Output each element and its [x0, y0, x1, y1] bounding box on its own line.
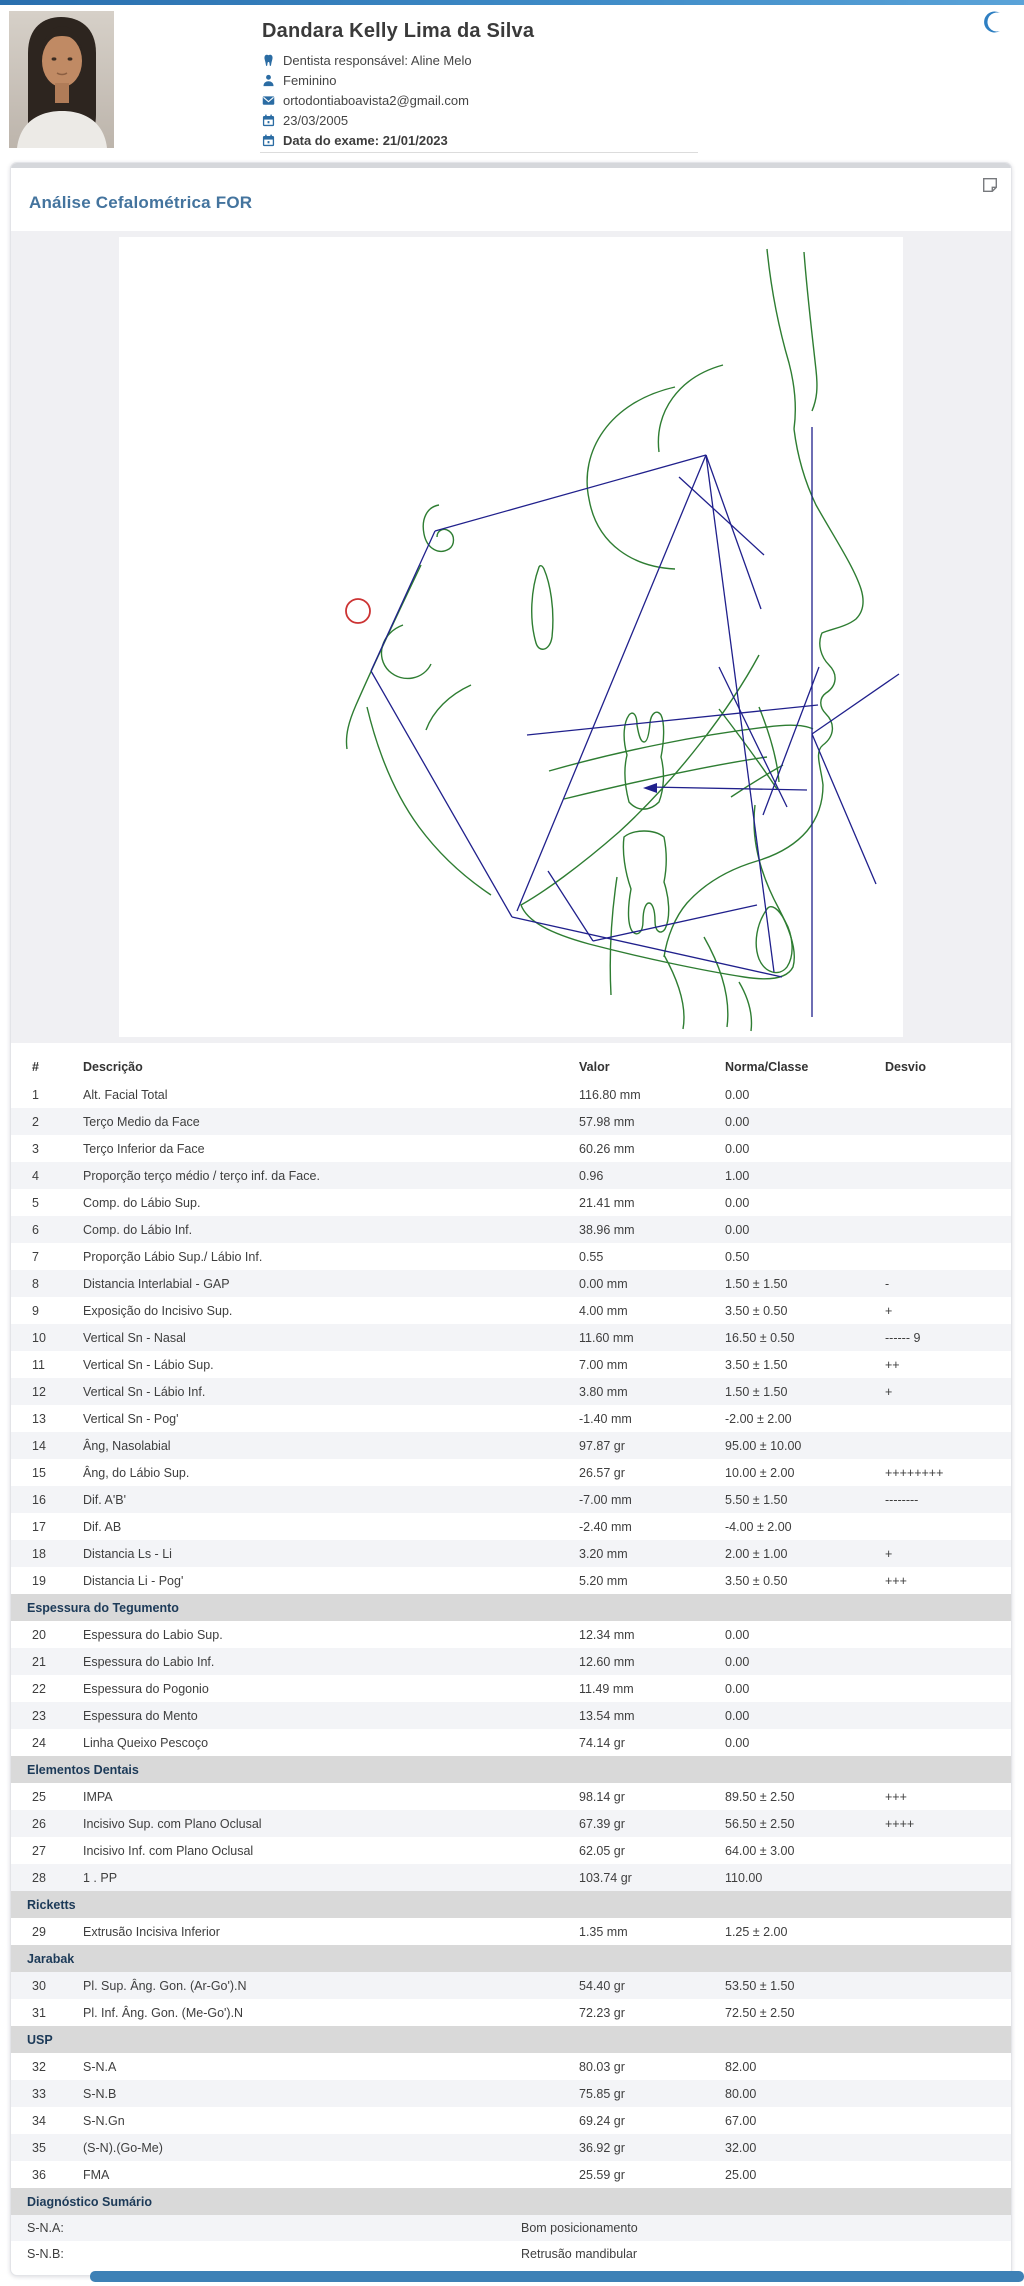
- cell-desc: S-N.B: [83, 2086, 117, 2101]
- cell-num: 27: [32, 1843, 46, 1858]
- measurement-row: [11, 1486, 1011, 1513]
- col-header-desc: Descrição: [83, 1060, 143, 1074]
- cell-desc: Dif. A'B': [83, 1492, 126, 1507]
- cell-desvio: [875, 1189, 1011, 1216]
- cell-num: 6: [32, 1222, 39, 1237]
- cell-norma: 3.50 ± 0.50: [725, 1303, 788, 1318]
- analysis-table: [11, 1053, 1011, 2188]
- cell-norma: 0.00: [725, 1627, 750, 1642]
- cell-num: 8: [32, 1276, 39, 1291]
- measurement-row: [11, 1621, 1011, 1648]
- measurement-row: [11, 1567, 1011, 1594]
- cell-valor: 69.24 gr: [579, 2113, 625, 2128]
- cell-valor: 57.98 mm: [579, 1114, 635, 1129]
- cell-desc: Vertical Sn - Nasal: [83, 1330, 186, 1345]
- cell-valor: 21.41 mm: [579, 1195, 635, 1210]
- cell-desvio: [875, 2080, 1011, 2107]
- measurement-row: [11, 2053, 1011, 2080]
- cell-desc: Espessura do Pogonio: [83, 1681, 209, 1696]
- cell-valor: 98.14 gr: [579, 1789, 625, 1804]
- cell-desc: Linha Queixo Pescoço: [83, 1735, 209, 1750]
- analysis-card: [10, 162, 1012, 2276]
- measurement-row: [11, 2161, 1011, 2188]
- measurement-row: [11, 2107, 1011, 2134]
- cell-num: 14: [32, 1438, 46, 1453]
- measurement-row: [11, 1675, 1011, 1702]
- cell-desvio: +++: [885, 1789, 907, 1804]
- cell-valor: 4.00 mm: [579, 1303, 628, 1318]
- cell-valor: 67.39 gr: [579, 1816, 625, 1831]
- cell-desc: Vertical Sn - Lábio Inf.: [83, 1384, 206, 1399]
- cell-num: 23: [32, 1708, 46, 1723]
- cell-num: 26: [32, 1816, 46, 1831]
- cell-num: 1: [32, 1087, 39, 1102]
- cell-desvio: [875, 1675, 1011, 1702]
- diagnosis-section-title: Diagnóstico Sumário: [11, 2188, 1011, 2215]
- cell-desc: Vertical Sn - Pog': [83, 1411, 179, 1426]
- cell-desvio: [875, 2107, 1011, 2134]
- patient-name: Dandara Kelly Lima da Silva: [262, 20, 535, 42]
- cell-norma: 0.00: [725, 1708, 750, 1723]
- cell-num: 12: [32, 1384, 46, 1399]
- cell-desc: Distancia Ls - Li: [83, 1546, 172, 1561]
- cell-desvio: [875, 1513, 1011, 1540]
- patient-detail-text: Dentista responsável: Aline Melo: [283, 52, 472, 68]
- cell-desc: Pl. Inf. Âng. Gon. (Me-Go').N: [83, 2005, 244, 2020]
- cell-num: 20: [32, 1627, 46, 1642]
- cell-desc: Proporção terço médio / terço inf. da Face.: [83, 1168, 320, 1183]
- cell-num: 30: [32, 1978, 46, 1993]
- patient-detail-text: ortodontiaboavista2@gmail.com: [283, 92, 469, 108]
- patient-photo-image: [9, 11, 114, 148]
- cell-valor: 0.00 mm: [579, 1276, 628, 1291]
- cell-desvio: [875, 1702, 1011, 1729]
- cell-norma: 3.50 ± 0.50: [725, 1573, 788, 1588]
- cell-valor: 97.87 gr: [579, 1438, 625, 1453]
- cell-num: 34: [32, 2113, 46, 2128]
- cell-desc: Proporção Lábio Sup./ Lábio Inf.: [83, 1249, 263, 1264]
- measurement-row: [11, 1108, 1011, 1135]
- cell-desc: Terço Medio da Face: [83, 1114, 200, 1129]
- cell-num: 7: [32, 1249, 39, 1264]
- cell-desc: S-N.A: [83, 2059, 117, 2074]
- envelope-icon: [262, 94, 275, 107]
- cell-valor: 74.14 gr: [579, 1735, 625, 1750]
- cell-num: 36: [32, 2167, 46, 2182]
- cell-norma: -4.00 ± 2.00: [725, 1519, 792, 1534]
- cell-valor: 25.59 gr: [579, 2167, 625, 2182]
- cell-desvio: [875, 1999, 1011, 2026]
- cell-norma: 1.00: [725, 1168, 750, 1183]
- cell-valor: 1.35 mm: [579, 1924, 628, 1939]
- cell-desvio: [875, 1621, 1011, 1648]
- cell-desvio: [875, 1135, 1011, 1162]
- cell-num: 4: [32, 1168, 39, 1183]
- section-row: [11, 1891, 1011, 1918]
- measurement-row: [11, 1972, 1011, 1999]
- cell-desc: (S-N).(Go-Me): [83, 2140, 163, 2155]
- cell-valor: -1.40 mm: [579, 1411, 632, 1426]
- cell-num: 13: [32, 1411, 46, 1426]
- measurement-row: [11, 1297, 1011, 1324]
- cell-norma: 89.50 ± 2.50: [725, 1789, 795, 1804]
- cell-num: 9: [32, 1303, 39, 1318]
- cell-norma: 56.50 ± 2.50: [725, 1816, 795, 1831]
- cell-desvio: [875, 1081, 1011, 1108]
- cell-valor: 11.49 mm: [579, 1681, 634, 1696]
- section-label: Ricketts: [11, 1891, 1011, 1918]
- cell-desc: 1 . PP: [83, 1870, 118, 1885]
- cell-desc: Exposição do Incisivo Sup.: [83, 1303, 233, 1318]
- cell-desvio: [875, 1405, 1011, 1432]
- page-title: Análise Cefalométrica FOR: [29, 193, 253, 212]
- cell-desvio: [875, 1729, 1011, 1756]
- cell-valor: 75.85 gr: [579, 2086, 625, 2101]
- cell-desc: Comp. do Lábio Sup.: [83, 1195, 201, 1210]
- cell-desc: Espessura do Labio Inf.: [83, 1654, 215, 1669]
- cell-valor: 116.80 mm: [579, 1087, 641, 1102]
- patient-detail-text: Data do exame: 21/01/2023: [283, 132, 448, 148]
- cell-norma: 110.00: [725, 1870, 763, 1885]
- cell-desvio: [875, 1972, 1011, 1999]
- cell-desc: Distancia Interlabial - GAP: [83, 1276, 230, 1291]
- section-row: [11, 2026, 1011, 2053]
- cell-norma: 10.00 ± 2.00: [725, 1465, 795, 1480]
- cell-norma: 0.50: [725, 1249, 750, 1264]
- tracing-panel: [11, 231, 1011, 1043]
- cell-desc: Pl. Sup. Âng. Gon. (Ar-Go').N: [83, 1978, 247, 1993]
- cell-norma: 0.00: [725, 1222, 750, 1237]
- cell-desc: Vertical Sn - Lábio Sup.: [83, 1357, 214, 1372]
- cell-valor: 11.60 mm: [579, 1330, 634, 1345]
- horizontal-scrollbar-thumb[interactable]: [90, 2271, 1024, 2282]
- cell-num: 17: [32, 1519, 46, 1534]
- measurement-row: [11, 1864, 1011, 1891]
- cell-desvio: [875, 1243, 1011, 1270]
- cell-norma: 80.00: [725, 2086, 757, 2101]
- cell-norma: 64.00 ± 3.00: [725, 1843, 795, 1858]
- cell-norma: 16.50 ± 0.50: [725, 1330, 795, 1345]
- cell-valor: -7.00 mm: [579, 1492, 632, 1507]
- cell-norma: 53.50 ± 1.50: [725, 1978, 795, 1993]
- cell-num: 35: [32, 2140, 46, 2155]
- cell-valor: 0.96: [579, 1168, 604, 1183]
- cell-desvio: ++++++++: [885, 1465, 944, 1480]
- col-header-num: #: [32, 1060, 39, 1074]
- cell-desc: Terço Inferior da Face: [83, 1141, 205, 1156]
- cell-norma: 1.50 ± 1.50: [725, 1276, 788, 1291]
- patient-detail-text: Feminino: [283, 72, 337, 88]
- note-icon: [982, 177, 998, 193]
- calendar-icon: [262, 114, 275, 127]
- cell-num: 32: [32, 2059, 46, 2074]
- measurement-row: [11, 1729, 1011, 1756]
- cell-norma: -2.00 ± 2.00: [725, 1411, 792, 1426]
- cell-valor: 54.40 gr: [579, 1978, 625, 1993]
- cell-desc: S-N.Gn: [83, 2113, 125, 2128]
- cell-desvio: ++: [885, 1357, 900, 1372]
- patient-header: [0, 0, 1024, 160]
- patient-detail: [262, 70, 534, 90]
- measurement-row: [11, 1999, 1011, 2026]
- person-icon: [262, 74, 275, 87]
- measurement-row: [11, 1783, 1011, 1810]
- cell-norma: 0.00: [725, 1087, 750, 1102]
- measurement-row: [11, 1243, 1011, 1270]
- cell-valor: 26.57 gr: [579, 1465, 625, 1480]
- cell-desvio: +++: [885, 1573, 907, 1588]
- diagnosis-value: Retrusão mandibular: [521, 2247, 638, 2261]
- cell-valor: 12.34 mm: [579, 1627, 635, 1642]
- cell-desc: IMPA: [83, 1789, 113, 1804]
- cell-desc: Espessura do Mento: [83, 1708, 198, 1723]
- measurement-row: [11, 1081, 1011, 1108]
- diagnosis-label: S-N.B:: [27, 2247, 64, 2261]
- patient-details: [262, 50, 534, 150]
- cell-desc: Incisivo Inf. com Plano Oclusal: [83, 1843, 254, 1858]
- section-row: [11, 2188, 1011, 2215]
- cell-desvio: -: [885, 1276, 890, 1291]
- cell-valor: 12.60 mm: [579, 1654, 635, 1669]
- cell-desvio: [875, 2134, 1011, 2161]
- measurement-row: [11, 1432, 1011, 1459]
- section-row: [11, 1945, 1011, 1972]
- patient-detail: [262, 110, 534, 130]
- cell-valor: 103.74 gr: [579, 1870, 632, 1885]
- analysis-table-body: [11, 1081, 1011, 2188]
- cell-desvio: +: [885, 1546, 893, 1561]
- cell-norma: 0.00: [725, 1735, 750, 1750]
- patient-detail: [262, 90, 534, 110]
- cell-desvio: [875, 1216, 1011, 1243]
- cell-norma: 1.50 ± 1.50: [725, 1384, 788, 1399]
- cell-norma: 72.50 ± 2.50: [725, 2005, 795, 2020]
- cell-norma: 82.00: [725, 2059, 757, 2074]
- cell-desc: Incisivo Sup. com Plano Oclusal: [83, 1816, 262, 1831]
- cell-num: 29: [32, 1924, 46, 1939]
- cell-norma: 25.00: [725, 2167, 757, 2182]
- cell-desc: Dif. AB: [83, 1519, 122, 1534]
- cell-norma: 95.00 ± 10.00: [725, 1438, 802, 1453]
- cell-num: 24: [32, 1735, 46, 1750]
- measurement-row: [11, 1162, 1011, 1189]
- cell-norma: 5.50 ± 1.50: [725, 1492, 788, 1507]
- section-row: [11, 1594, 1011, 1621]
- measurement-row: [11, 1513, 1011, 1540]
- measurement-row: [11, 1270, 1011, 1297]
- cephalometric-tracing: [119, 237, 903, 1037]
- cell-desvio: ------ 9: [885, 1330, 921, 1345]
- col-header-valor: Valor: [579, 1060, 610, 1074]
- patient-detail: [262, 50, 534, 70]
- cell-num: 5: [32, 1195, 39, 1210]
- measurement-row: [11, 2080, 1011, 2107]
- cell-valor: 5.20 mm: [579, 1573, 628, 1588]
- cell-valor: 60.26 mm: [579, 1141, 635, 1156]
- col-header-norma: Norma/Classe: [725, 1060, 809, 1074]
- cell-num: 11: [32, 1357, 45, 1372]
- patient-detail-text: 23/03/2005: [283, 112, 349, 128]
- cell-desvio: [875, 1108, 1011, 1135]
- measurement-row: [11, 1648, 1011, 1675]
- cell-valor: 62.05 gr: [579, 1843, 625, 1858]
- cell-num: 25: [32, 1789, 46, 1804]
- cell-norma: 2.00 ± 1.00: [725, 1546, 788, 1561]
- cell-desvio: [875, 1864, 1011, 1891]
- diagnosis-label: S-N.A:: [27, 2221, 64, 2235]
- measurement-row: [11, 1540, 1011, 1567]
- diagnosis-value: Bom posicionamento: [521, 2221, 638, 2235]
- cell-desvio: [875, 1918, 1011, 1945]
- cell-valor: 13.54 mm: [579, 1708, 635, 1723]
- cell-valor: 80.03 gr: [579, 2059, 625, 2074]
- cell-valor: 38.96 mm: [579, 1222, 635, 1237]
- diagnosis-row: [11, 2241, 1011, 2267]
- calendar-icon: [262, 134, 275, 147]
- header-divider: [260, 152, 698, 153]
- measurement-row: [11, 1918, 1011, 1945]
- cell-desvio: [875, 1648, 1011, 1675]
- cell-desvio: [875, 1432, 1011, 1459]
- cell-desvio: [875, 2053, 1011, 2080]
- cell-desvio: ++++: [885, 1816, 915, 1831]
- cell-desvio: [875, 1162, 1011, 1189]
- measurement-row: [11, 1351, 1011, 1378]
- measurement-row: [11, 1459, 1011, 1486]
- measurement-row: [11, 1810, 1011, 1837]
- cell-valor: -2.40 mm: [579, 1519, 632, 1534]
- cell-num: 22: [32, 1681, 46, 1696]
- cell-norma: 0.00: [725, 1654, 750, 1669]
- cell-desc: Distancia Li - Pog': [83, 1573, 184, 1588]
- cell-num: 31: [32, 2005, 46, 2020]
- cell-num: 21: [32, 1654, 46, 1669]
- cell-valor: 36.92 gr: [579, 2140, 625, 2155]
- table-header-row: [11, 1053, 1011, 1081]
- cell-valor: 3.80 mm: [579, 1384, 628, 1399]
- cell-num: 18: [32, 1546, 46, 1561]
- diagnosis-table: [11, 2188, 1011, 2267]
- cell-norma: 1.25 ± 2.00: [725, 1924, 788, 1939]
- cell-desvio: [875, 2161, 1011, 2188]
- diagnosis-row: [11, 2215, 1011, 2241]
- col-header-desvio: Desvio: [885, 1060, 926, 1074]
- cell-desc: Âng, Nasolabial: [83, 1438, 171, 1453]
- cell-num: 10: [32, 1330, 46, 1345]
- section-row: [11, 1756, 1011, 1783]
- section-label: Jarabak: [11, 1945, 1011, 1972]
- cell-desvio: [875, 1837, 1011, 1864]
- cell-desc: Comp. do Lábio Inf.: [83, 1222, 193, 1237]
- cell-desvio: +: [885, 1303, 893, 1318]
- cell-valor: 3.20 mm: [579, 1546, 628, 1561]
- cell-norma: 3.50 ± 1.50: [725, 1357, 788, 1372]
- cell-num: 28: [32, 1870, 46, 1885]
- cell-desc: Âng, do Lábio Sup.: [83, 1465, 190, 1480]
- cell-num: 16: [32, 1492, 46, 1507]
- cell-desc: Extrusão Incisiva Inferior: [83, 1924, 220, 1939]
- cell-norma: 0.00: [725, 1114, 750, 1129]
- measurement-row: [11, 2134, 1011, 2161]
- diagnosis-table-body: [11, 2188, 1011, 2267]
- patient-photo: [9, 11, 114, 148]
- cell-desc: FMA: [83, 2167, 110, 2182]
- cell-norma: 32.00: [725, 2140, 757, 2155]
- cell-num: 33: [32, 2086, 46, 2101]
- cell-valor: 72.23 gr: [579, 2005, 625, 2020]
- measurement-row: [11, 1189, 1011, 1216]
- cell-valor: 7.00 mm: [579, 1357, 628, 1372]
- section-label: Espessura do Tegumento: [11, 1594, 1011, 1621]
- cell-norma: 0.00: [725, 1141, 750, 1156]
- measurement-row: [11, 1378, 1011, 1405]
- measurement-row: [11, 1216, 1011, 1243]
- cell-valor: 0.55: [579, 1249, 604, 1264]
- section-label: USP: [11, 2026, 1011, 2053]
- tooth-icon: [262, 54, 275, 67]
- cell-desvio: +: [885, 1384, 893, 1399]
- cell-norma: 67.00: [725, 2113, 757, 2128]
- cell-num: 3: [32, 1141, 39, 1156]
- measurement-row: [11, 1405, 1011, 1432]
- cell-norma: 0.00: [725, 1195, 750, 1210]
- cell-num: 2: [32, 1114, 39, 1129]
- cell-num: 19: [32, 1573, 46, 1588]
- section-label: Elementos Dentais: [11, 1756, 1011, 1783]
- measurement-row: [11, 1837, 1011, 1864]
- cell-num: 15: [32, 1465, 46, 1480]
- note-button[interactable]: [982, 177, 998, 193]
- cell-desc: Alt. Facial Total: [83, 1087, 168, 1102]
- patient-detail: [262, 130, 534, 150]
- cell-desvio: --------: [885, 1492, 919, 1507]
- measurement-row: [11, 1702, 1011, 1729]
- cell-desc: Espessura do Labio Sup.: [83, 1627, 223, 1642]
- cell-norma: 0.00: [725, 1681, 750, 1696]
- measurement-row: [11, 1135, 1011, 1162]
- measurement-row: [11, 1324, 1011, 1351]
